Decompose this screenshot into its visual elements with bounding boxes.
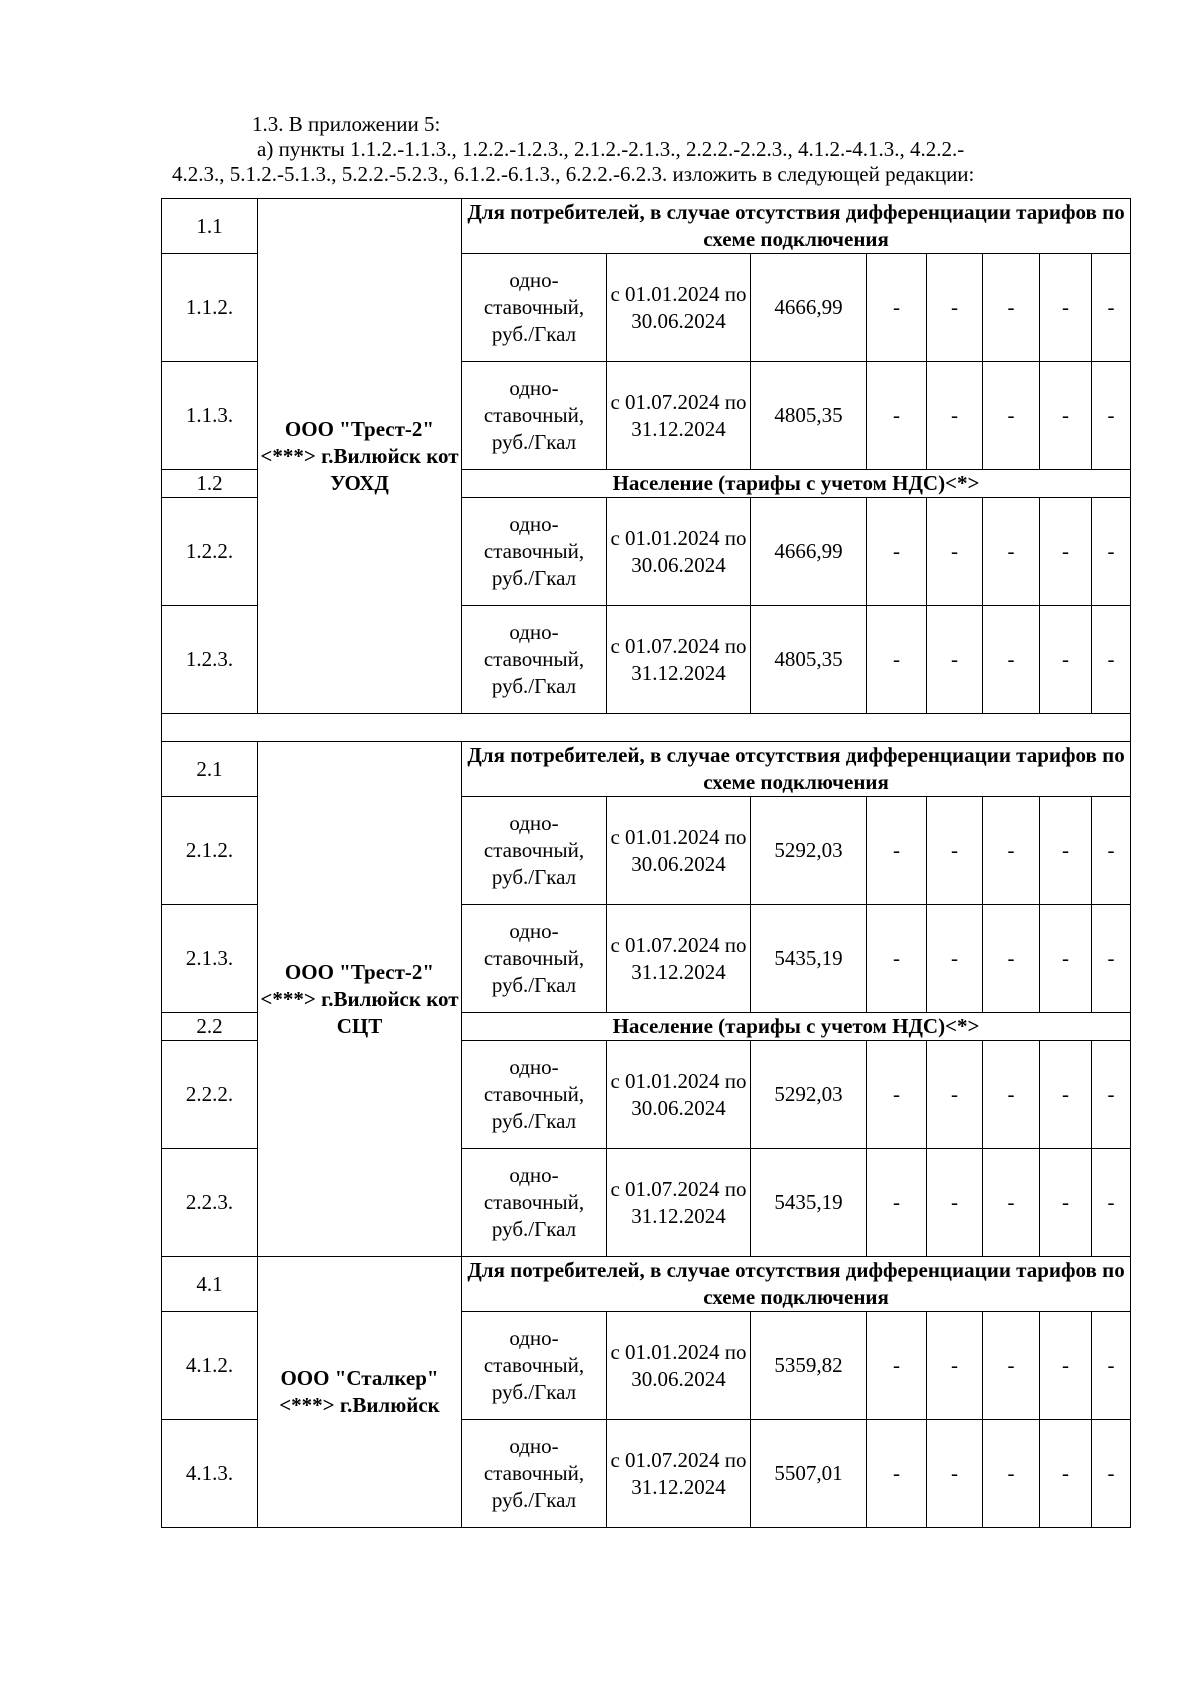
rate-type: одно-ставочный, руб./Гкал: [462, 362, 607, 470]
empty-value-dash: -: [927, 1149, 983, 1257]
tariff-value: 5435,19: [751, 905, 867, 1013]
row-number: 2.2.3.: [162, 1149, 258, 1257]
empty-value-dash: -: [1092, 797, 1131, 905]
group-number: 1.2: [162, 470, 258, 498]
population-header: Население (тарифы с учетом НДС)<*>: [462, 1013, 1131, 1041]
rate-type: одно-ставочный, руб./Гкал: [462, 797, 607, 905]
tariff-value: 5359,82: [751, 1312, 867, 1420]
intro-text: [172, 112, 1132, 187]
empty-value-dash: -: [867, 254, 927, 362]
group-header-row: [162, 742, 1131, 797]
empty-value-dash: -: [1040, 1041, 1092, 1149]
group-number: 4.1: [162, 1257, 258, 1312]
empty-value-dash: -: [867, 1420, 927, 1528]
row-number: 2.2.2.: [162, 1041, 258, 1149]
empty-value-dash: -: [983, 254, 1040, 362]
period: с 01.07.2024 по 31.12.2024: [607, 905, 751, 1013]
empty-value-dash: -: [1092, 1041, 1131, 1149]
consumers-header: Для потребителей, в случае отсутствия дифференциации тарифов по схеме подключения: [462, 1257, 1131, 1312]
period: с 01.07.2024 по 31.12.2024: [607, 1420, 751, 1528]
period: с 01.01.2024 по 30.06.2024: [607, 498, 751, 606]
row-number: 4.1.3.: [162, 1420, 258, 1528]
empty-value-dash: -: [1040, 606, 1092, 714]
group-header-row: [162, 199, 1131, 254]
empty-value-dash: -: [1040, 1149, 1092, 1257]
group-number: 2.1: [162, 742, 258, 797]
empty-value-dash: -: [1040, 362, 1092, 470]
empty-value-dash: -: [1092, 1149, 1131, 1257]
period: с 01.07.2024 по 31.12.2024: [607, 362, 751, 470]
organization-name: ООО "Сталкер" <***> г.Вилюйск: [258, 1257, 462, 1528]
empty-value-dash: -: [1092, 606, 1131, 714]
empty-value-dash: -: [867, 1312, 927, 1420]
rate-type: одно-ставочный, руб./Гкал: [462, 1312, 607, 1420]
group-number: 2.2: [162, 1013, 258, 1041]
row-number: 1.1.2.: [162, 254, 258, 362]
tariff-value: 4666,99: [751, 498, 867, 606]
empty-value-dash: -: [867, 498, 927, 606]
row-number: 1.2.3.: [162, 606, 258, 714]
empty-value-dash: -: [983, 362, 1040, 470]
empty-value-dash: -: [1040, 1312, 1092, 1420]
empty-value-dash: -: [867, 905, 927, 1013]
empty-value-dash: -: [1092, 498, 1131, 606]
intro-line-3: 4.2.3., 5.1.2.-5.1.3., 5.2.2.-5.2.3., 6.1.2.-6.1.3., 6.2.2.-6.2.3. изложить в следующей редакции:: [172, 162, 975, 186]
empty-value-dash: -: [867, 797, 927, 905]
empty-value-dash: -: [1040, 1420, 1092, 1528]
rate-type: одно-ставочный, руб./Гкал: [462, 254, 607, 362]
empty-value-dash: -: [927, 362, 983, 470]
empty-value-dash: -: [927, 498, 983, 606]
intro-line-2: а) пункты 1.1.2.-1.1.3., 1.2.2.-1.2.3., 2.1.2.-2.1.3., 2.2.2.-2.2.3., 4.1.2.-4.1.3., 4.2.2.-: [257, 137, 965, 161]
intro-line-1: 1.3. В приложении 5:: [252, 112, 441, 136]
empty-value-dash: -: [1092, 905, 1131, 1013]
empty-value-dash: -: [983, 606, 1040, 714]
row-number: 2.1.3.: [162, 905, 258, 1013]
rate-type: одно-ставочный, руб./Гкал: [462, 1149, 607, 1257]
empty-value-dash: -: [983, 498, 1040, 606]
tariff-value: 4666,99: [751, 254, 867, 362]
organization-name: ООО "Трест-2" <***> г.Вилюйск кот СЦТ: [258, 742, 462, 1257]
tariff-value: 5292,03: [751, 797, 867, 905]
rate-type: одно-ставочный, руб./Гкал: [462, 498, 607, 606]
empty-value-dash: -: [867, 1149, 927, 1257]
consumers-header: Для потребителей, в случае отсутствия дифференциации тарифов по схеме подключения: [462, 742, 1131, 797]
empty-value-dash: -: [1092, 1312, 1131, 1420]
rate-type: одно-ставочный, руб./Гкал: [462, 606, 607, 714]
empty-value-dash: -: [867, 1041, 927, 1149]
empty-value-dash: -: [1040, 797, 1092, 905]
period: с 01.07.2024 по 31.12.2024: [607, 606, 751, 714]
tariff-value: 4805,35: [751, 362, 867, 470]
rate-type: одно-ставочный, руб./Гкал: [462, 1041, 607, 1149]
period: с 01.01.2024 по 30.06.2024: [607, 254, 751, 362]
empty-value-dash: -: [983, 1149, 1040, 1257]
empty-value-dash: -: [1092, 362, 1131, 470]
spacer-row: [162, 714, 1131, 742]
empty-value-dash: -: [867, 606, 927, 714]
empty-value-dash: -: [927, 1312, 983, 1420]
population-header: Население (тарифы с учетом НДС)<*>: [462, 470, 1131, 498]
organization-name: ООО "Трест-2" <***> г.Вилюйск кот УОХД: [258, 199, 462, 714]
empty-value-dash: -: [983, 1420, 1040, 1528]
empty-value-dash: -: [927, 905, 983, 1013]
empty-value-dash: -: [1040, 498, 1092, 606]
empty-value-dash: -: [927, 1420, 983, 1528]
empty-value-dash: -: [867, 362, 927, 470]
empty-value-dash: -: [1040, 905, 1092, 1013]
rate-type: одно-ставочный, руб./Гкал: [462, 1420, 607, 1528]
period: с 01.01.2024 по 30.06.2024: [607, 797, 751, 905]
spacer-cell: [162, 714, 1131, 742]
empty-value-dash: -: [983, 905, 1040, 1013]
period: с 01.01.2024 по 30.06.2024: [607, 1041, 751, 1149]
period: с 01.01.2024 по 30.06.2024: [607, 1312, 751, 1420]
tariff-value: 5292,03: [751, 1041, 867, 1149]
rate-type: одно-ставочный, руб./Гкал: [462, 905, 607, 1013]
empty-value-dash: -: [1092, 1420, 1131, 1528]
empty-value-dash: -: [1092, 254, 1131, 362]
empty-value-dash: -: [1040, 254, 1092, 362]
group-header-row: [162, 1257, 1131, 1312]
tariff-value: 5507,01: [751, 1420, 867, 1528]
period: с 01.07.2024 по 31.12.2024: [607, 1149, 751, 1257]
tariff-table: [161, 198, 1131, 1528]
consumers-header: Для потребителей, в случае отсутствия дифференциации тарифов по схеме подключения: [462, 199, 1131, 254]
empty-value-dash: -: [927, 606, 983, 714]
empty-value-dash: -: [983, 797, 1040, 905]
row-number: 2.1.2.: [162, 797, 258, 905]
row-number: 1.1.3.: [162, 362, 258, 470]
empty-value-dash: -: [927, 797, 983, 905]
empty-value-dash: -: [983, 1041, 1040, 1149]
group-number: 1.1: [162, 199, 258, 254]
empty-value-dash: -: [927, 254, 983, 362]
tariff-value: 5435,19: [751, 1149, 867, 1257]
tariff-value: 4805,35: [751, 606, 867, 714]
row-number: 1.2.2.: [162, 498, 258, 606]
empty-value-dash: -: [983, 1312, 1040, 1420]
row-number: 4.1.2.: [162, 1312, 258, 1420]
empty-value-dash: -: [927, 1041, 983, 1149]
